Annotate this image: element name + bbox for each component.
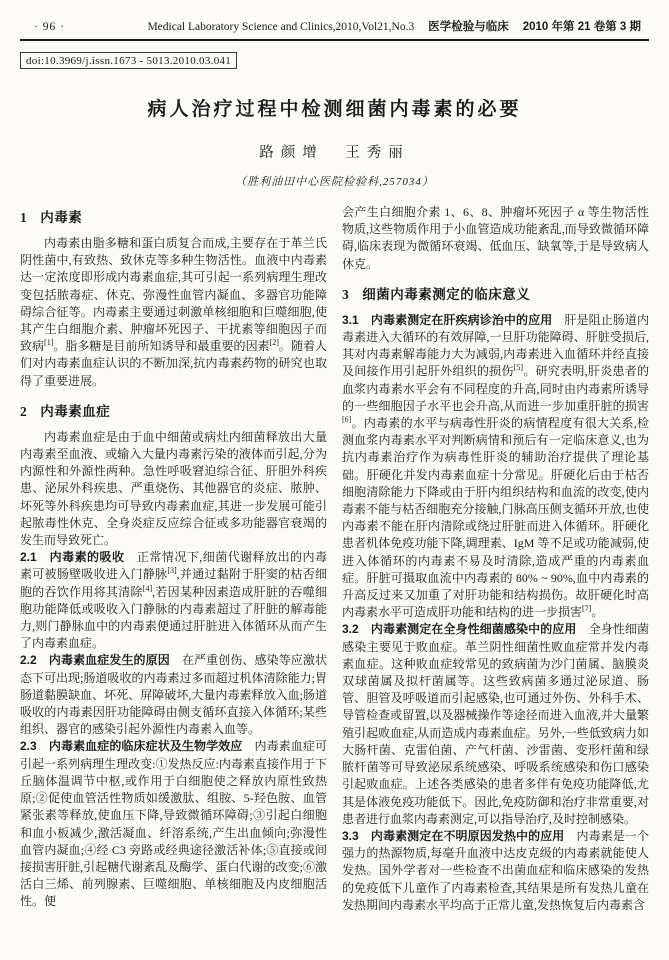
paragraph (342, 621, 649, 827)
paragraph-text: 。脂多糖是目前所知诱导和最重要的因素 (53, 339, 270, 354)
paragraph (342, 312, 649, 622)
section-heading (20, 400, 327, 420)
paragraph (20, 235, 327, 390)
paragraph (20, 652, 327, 738)
doi-box: doi:10.3969/j.issn.1673 - 5013.2010.03.041 (20, 52, 237, 69)
paragraph-text: 全身性细菌感染主要见于败血症。革兰阴性细菌性败血症常并发内毒素血症。这种败血症较常见的致病菌为沙门菌属、脑膜炎双球菌属及拟杆菌属等。这些致病菌多通过泌尿道、肠管、胆管及呼吸道而引起感染,也可通过外伤、外科手术、导管检查或留置,以及器械操作等途径而进入血液,并大量繁殖引起败血症,从而造成内毒素血症。另外,一些低致病力如大肠杆菌、克雷伯菌、产气杆菌、沙雷菌、变形杆菌和绿脓杆菌等可导致泌尿系统感染、呼吸系统感染和伤口感染引起败血症。上述各类感染的患者多伴有免疫功能降低,尤其是体液免疫功能低下。因此,免疫防御和治疗非常重要,对患者进行血浆内毒素测定,可以指导治疗,及时控制感染。 (342, 622, 649, 826)
journal-name-en: Medical Laboratory Science and Clinics,2010,Vol21,No.3 (147, 21, 415, 33)
reference-marker: [5] (513, 363, 524, 373)
paragraph-text: 在严重创伤、感染等应激状态下可出现;肠道吸收的内毒素过多而超过机体清除能力;胃肠道黏膜缺血、坏死、屏障破坏,大量内毒素释放入血;肠道吸收的内毒素因肝功能障碍由侧支循环直接入体循环;某些组织、器官的感染引起外源性内毒素入血等。 (20, 653, 327, 737)
journal-issue: 2010 年第 21 卷第 3 期 (522, 21, 641, 33)
subsection-lead: 2.2 内毒素血症发生的原因 (20, 653, 170, 668)
paragraph-text: 。研究表明,肝炎患者的血浆内毒素水平会有不同程度的升高,同时由内毒素所诱导的一些细胞因子水平也会升高,从而进一步加重肝脏的损害 (342, 364, 649, 413)
paragraph-text: 肝是阻止肠道内毒素进入大循环的有效屏障,一旦肝功能障碍、肝脏受损后,其对内毒素解毒能力大为减弱,内毒素进入血循环并经直接及间接作用引起肝外组织的损伤 (342, 312, 649, 379)
subsection-lead: 3.1 内毒素测定在肝疾病诊治中的应用 (342, 312, 553, 327)
header-divider (20, 39, 649, 41)
paragraph-text: 内毒素血症是由于血中细菌或病灶内细菌释放出大量内毒素至血液、或输入大量内毒素污染的液体而引起,分为内源性和外源性两种。急性呼吸窘迫综合征、肝胆外科疾患、泌尿外科疾患、严重烧伤、其他器官的炎症、脓肿、坏死等外科疾患均可导致内毒素血症,其进一步发展可能引起脓毒性休克、全身炎症反应综合征或多功能器官衰竭的发生而导致死亡。 (20, 429, 327, 548)
section-heading (342, 283, 649, 303)
section-title: 内毒素 (40, 210, 83, 225)
article-authors: 路颜增 王秀丽 (259, 145, 410, 161)
reference-marker: [2] (269, 338, 279, 348)
paragraph-text: 。随着人们对内毒素血症认识的不断加深,抗内毒素药物的研究也取得了重要进展。 (20, 339, 327, 388)
paragraph (20, 429, 327, 549)
reference-marker: [3] (167, 566, 177, 576)
paragraph-text: 。 (591, 605, 604, 620)
left-column (20, 204, 327, 914)
journal-info (147, 18, 641, 34)
paragraph-text: 。内毒素的水平与病毒性肝炎的病情程度有很大关系,检测血浆内毒素水平对判断病情和预后有一定临床意义,也为抗内毒素治疗作为病毒性肝炎的辅助治疗提供了理论基础。肝硬化并发内毒素血症十分常见。肝硬化后由于枯否细胞清除能力下降或由于肝内组织结构和血流的改变,使内毒素不能与枯否细胞充分接触,门脉高压侧支循环开放,也使内毒素不能在肝内清除或绕过肝脏而进入体循环。肝硬化患者机体免疫功能下降,调理素、IgM 等不足或功能减弱,使进入体循环的内毒素不易及时清除,造成严重的内毒素血症。肝脏可摄取血流中内毒素的 80% ~ 90%,血中内毒素的升高反过来又加重了对肝功能和结构损伤。故肝硬化时高内毒素水平可造成肝功能和结构的进一步损害 (342, 416, 649, 620)
section-number: 2 (20, 403, 28, 419)
article-body (20, 204, 649, 914)
section-title: 细菌内毒素测定的临床意义 (362, 286, 531, 302)
running-head (20, 16, 649, 34)
section-title: 内毒素血症 (40, 403, 111, 419)
page-number: · 96 · (34, 21, 65, 33)
paragraph (20, 549, 327, 652)
article-title: 病人治疗过程中检测细菌内毒素的必要 (147, 99, 522, 120)
paragraph (20, 738, 327, 910)
journal-name-cn: 医学检验与临床 (428, 21, 509, 33)
paragraph-text: ,并通过黏附于肝窦的枯否细胞的吞饮作用将其清除 (20, 567, 327, 599)
paragraph-text: 正常情况下,细菌代谢释放出的内毒素可被肠壁吸收进入门静脉 (20, 550, 327, 582)
subsection-lead: 3.2 内毒素测定在全身性细菌感染中的应用 (342, 622, 577, 637)
reference-marker: [4] (142, 583, 153, 593)
section-number: 1 (20, 210, 28, 225)
section-number: 3 (342, 286, 350, 302)
section-heading (20, 206, 327, 226)
reference-marker: [7] (582, 604, 592, 614)
reference-marker: [6] (342, 415, 352, 425)
reference-marker: [1] (44, 338, 54, 348)
article-affiliation: （胜利油田中心医院检验科,257034） (235, 176, 434, 188)
subsection-lead: 2.3 内毒素血症的临床症状及生物学效应 (20, 739, 243, 754)
subsection-lead: 2.1 内毒素的吸收 (20, 550, 125, 565)
right-column (342, 204, 649, 914)
paragraph-text: 内毒素是一个强力的热源物质,每毫升血液中达皮克级的内毒素就能使人发热。国外学者对一些检查不出菌血症和临床感染的发热的免疫低下儿童作了内毒素检查,其结果是所有发热儿童在发热期间内毒素水平均高于正常儿童,发热恢复后内毒素含 (342, 828, 649, 912)
paragraph-text: 内毒素由脂多糖和蛋白质复合而成,主要存在于革兰氏阴性菌中,有致热、致休克等多种生物活性。血液中内毒素达一定浓度即形成内毒素血症,其可引起一系列病理生理改变包括脓毒症、休克、弥漫性血管内凝血、多器官功能障碍综合征等。内毒素主要通过刺激单核细胞和巨噬细胞,使其产生白细胞介素、肿瘤坏死因子、干扰素等细胞因子而致病 (20, 236, 327, 354)
paragraph-text: ,若因某种因素造成肝脏的吞噬细胞功能降低或吸收入门静脉的内毒素超过了肝脏的解毒能力,则门静脉血中的内毒素便通过肝脏进入体循环从而产生了内毒素血症。 (20, 584, 327, 651)
paragraph-text: 内毒素血症可引起一系列病理生理改变:①发热反应:内毒素直接作用于下丘脑体温调节中枢,或作用于白细胞使之释放内原性致热原;②促使血管活性物质如缓激肽、组胺、5-羟色胺、血管紧张素等释放,使血压下降,导致微循环障碍;③引起白细胞和血小板减少,激活凝血、纤溶系统,产生出血倾向;弥漫性血管内凝血;④经 C3 旁路或经典途径激活补体;⑤直接或间接损害肝脏,引起糖代谢紊乱及酶学、蛋白代谢的改变;⑥激活白三烯、前列腺素、巨噬细胞、单核细胞及内皮细胞活性。便 (20, 739, 327, 909)
paragraph (342, 828, 649, 914)
subsection-lead: 3.3 内毒素测定在不明原因发热中的应用 (342, 828, 565, 843)
paragraph-text: 会产生白细胞介素 1、6、8、肿瘤坏死因子 α 等生物活性物质,这些物质作用于小血管造成功能紊乱,而导致微循环障碍,临床表现为微循环衰竭、低血压、缺氧等,于是导致病人休克。 (342, 205, 649, 271)
paragraph (342, 204, 649, 273)
